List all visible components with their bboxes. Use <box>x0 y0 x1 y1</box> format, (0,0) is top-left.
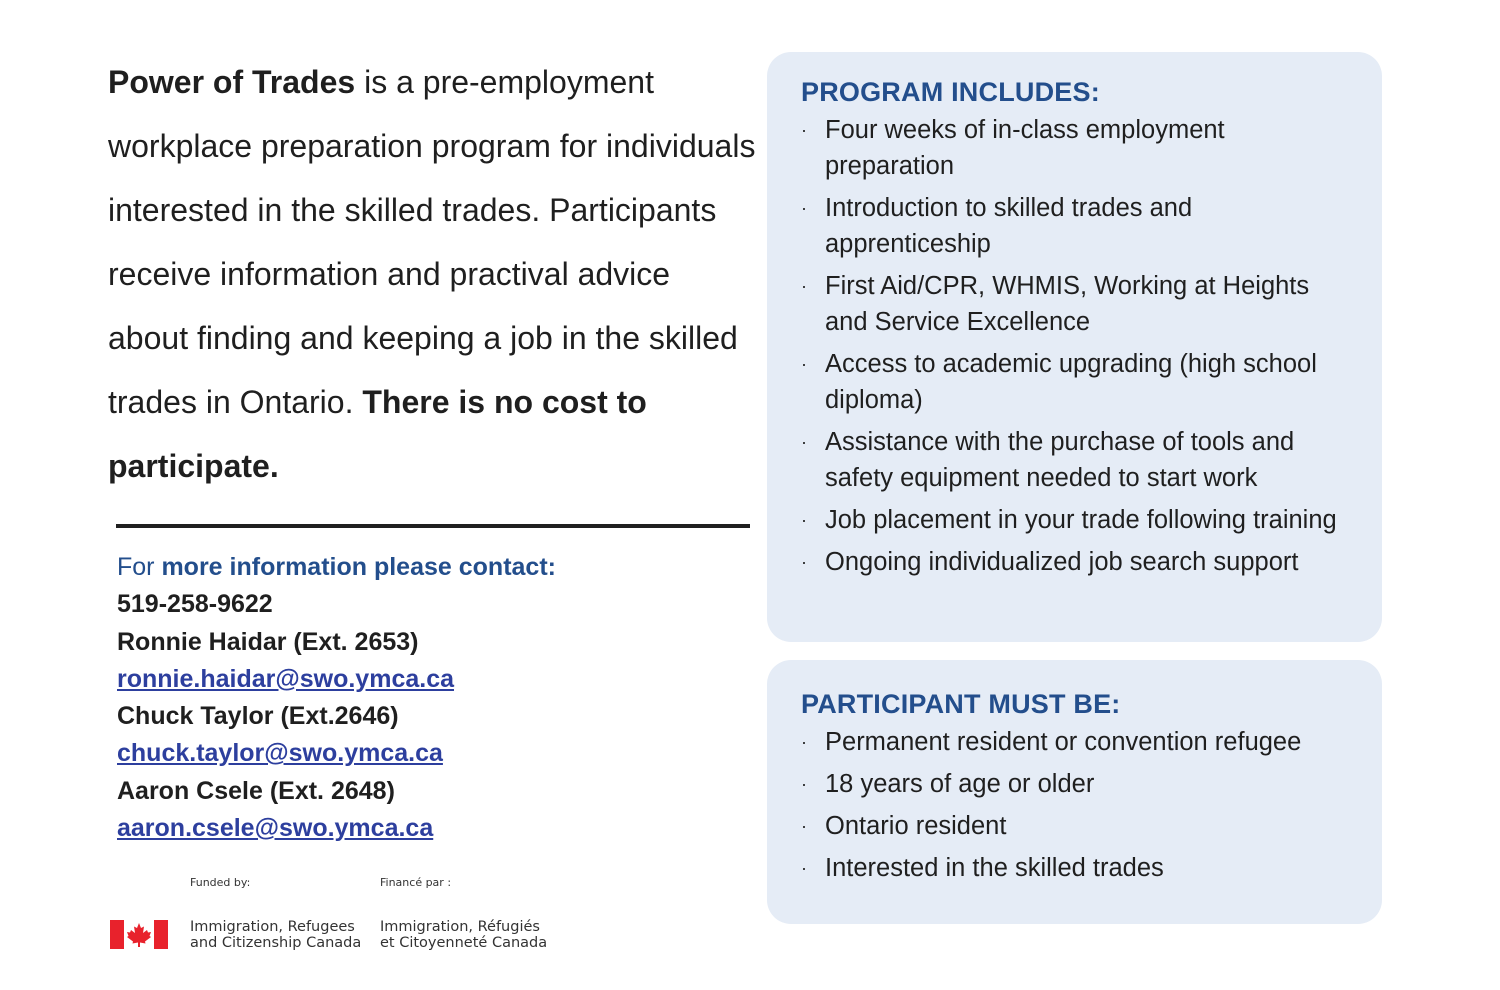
bullet-icon: · <box>801 774 807 794</box>
participant-requirements-heading: PARTICIPANT MUST BE: <box>801 689 1121 719</box>
list-item <box>801 346 1358 418</box>
list-item <box>801 268 1358 340</box>
bullet-icon: · <box>801 120 807 140</box>
list-item <box>801 424 1358 496</box>
program-includes-list <box>801 112 1358 580</box>
bullet-icon: · <box>801 510 807 530</box>
list-item-text: Four weeks of in-class employment preparation <box>825 116 1225 180</box>
list-item <box>801 544 1358 580</box>
list-item-text: Introduction to skilled trades and apprenticeship <box>825 194 1193 258</box>
finance-par-label: Financé par : <box>380 876 452 889</box>
bullet-icon: · <box>801 276 807 296</box>
funded-by-label: Funded by: <box>190 876 251 889</box>
contact-email-link[interactable]: ronnie.haidar@swo.ymca.ca <box>117 664 454 693</box>
contact-section <box>117 549 737 847</box>
list-item-text: Job placement in your trade following training <box>825 506 1337 534</box>
list-item <box>801 850 1358 886</box>
department-name-fr-line1: Immigration, Réfugiés <box>380 919 540 935</box>
department-name-en <box>190 919 361 951</box>
department-name-fr <box>380 919 547 951</box>
bullet-icon: · <box>801 858 807 878</box>
program-name: Power of Trades <box>108 64 356 100</box>
list-item-text: Ontario resident <box>825 812 1007 840</box>
list-item <box>801 502 1358 538</box>
list-item <box>801 724 1358 760</box>
program-description-text: is a pre-employment workplace preparation program for individuals interested in the skilled trades. Participants receive information and practival advice about finding and keeping a job in the skilled trades in Ontario. <box>108 64 756 420</box>
list-item-text: Permanent resident or convention refugee <box>825 728 1302 756</box>
program-description <box>108 50 758 498</box>
list-item-text: Interested in the skilled trades <box>825 854 1164 882</box>
bullet-icon: · <box>801 732 807 752</box>
funding-signature <box>110 872 570 962</box>
canada-flag-icon <box>110 920 168 949</box>
section-divider <box>116 524 750 528</box>
contact-name: Ronnie Haidar (Ext. 2653) <box>117 627 419 656</box>
contact-name: Chuck Taylor (Ext.2646) <box>117 702 399 731</box>
list-item <box>801 190 1358 262</box>
contact-heading <box>117 549 737 586</box>
contact-heading-lead: For <box>117 553 162 581</box>
program-includes-heading: PROGRAM INCLUDES: <box>801 77 1100 107</box>
participant-requirements-panel <box>767 660 1382 924</box>
contact-phone: 519-258-9622 <box>117 590 273 619</box>
list-item-text: Ongoing individualized job search support <box>825 548 1299 576</box>
bullet-icon: · <box>801 432 807 452</box>
bullet-icon: · <box>801 198 807 218</box>
list-item-text: Assistance with the purchase of tools and safety equipment needed to start work <box>825 428 1295 492</box>
department-name-en-line2: and Citizenship Canada <box>190 935 362 951</box>
department-name-fr-line2: et Citoyenneté Canada <box>380 935 548 951</box>
list-item-text: 18 years of age or older <box>825 770 1095 798</box>
contact-heading-rest: more information please contact: <box>161 553 556 581</box>
list-item <box>801 808 1358 844</box>
contact-name: Aaron Csele (Ext. 2648) <box>117 776 395 805</box>
bullet-icon: · <box>801 354 807 374</box>
list-item <box>801 766 1358 802</box>
list-item-text: Access to academic upgrading (high school diploma) <box>825 350 1317 414</box>
participant-requirements-list <box>801 724 1358 886</box>
bullet-icon: · <box>801 552 807 572</box>
program-includes-panel <box>767 52 1382 642</box>
list-item <box>801 112 1358 184</box>
bullet-icon: · <box>801 816 807 836</box>
list-item-text: First Aid/CPR, WHMIS, Working at Heights and Service Excellence <box>825 272 1310 336</box>
no-cost-statement: There is no cost to participate. <box>108 384 647 484</box>
department-name-en-line1: Immigration, Refugees <box>190 919 355 935</box>
contact-email-link[interactable]: aaron.csele@swo.ymca.ca <box>117 814 434 843</box>
contact-email-link[interactable]: chuck.taylor@swo.ymca.ca <box>117 739 443 768</box>
